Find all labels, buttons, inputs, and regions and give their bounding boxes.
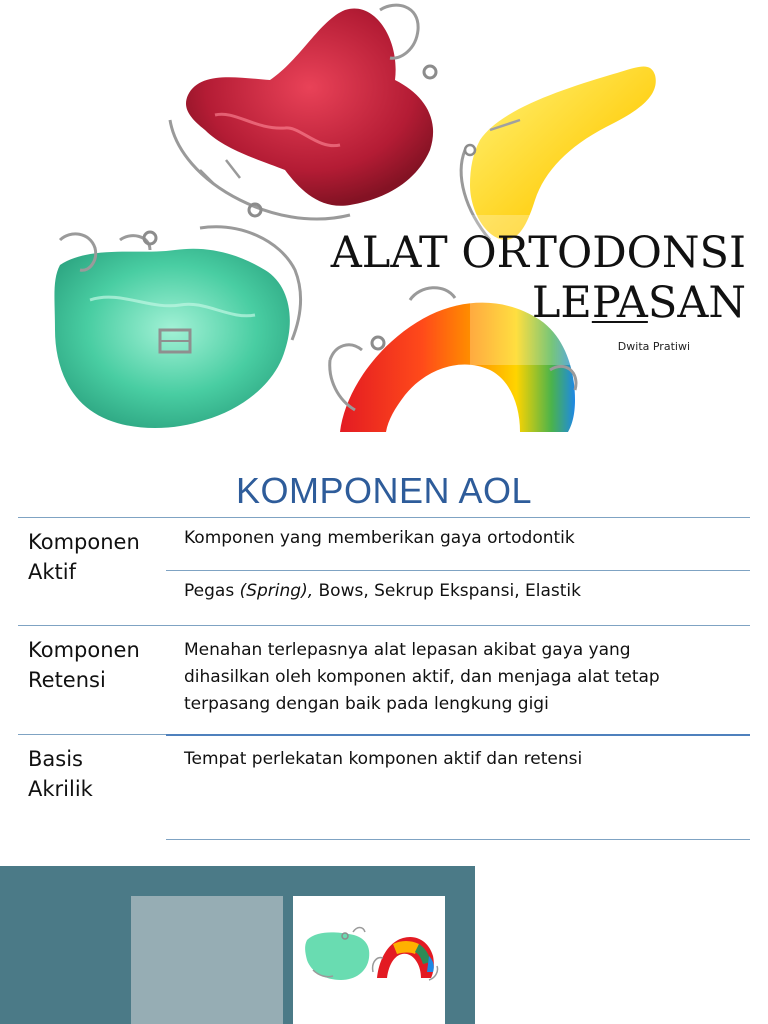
desc-line: terpasang dengan baik pada lengkung gigi <box>184 694 549 714</box>
appliance-thumbnail-image <box>293 896 445 1024</box>
row-separator-rule-left <box>18 734 166 735</box>
removable-orthodontic-appliances-photo <box>0 0 768 432</box>
row-label-line: Komponen <box>28 530 140 554</box>
row-inner-rule <box>166 570 750 571</box>
row-label-line: Retensi <box>28 668 106 692</box>
row-label-basis <box>28 744 93 804</box>
desc-line: dihasilkan oleh komponen aktif, dan menjaga alat tetap <box>184 667 660 687</box>
row-label-aktif <box>28 527 140 587</box>
row-separator-rule <box>18 625 750 626</box>
row-separator-rule-right <box>166 734 750 736</box>
components-slide <box>0 432 768 864</box>
table-bottom-rule <box>166 839 750 840</box>
row-desc-aktif-1: Komponen yang memberikan gaya ortodontik <box>184 528 575 548</box>
title-line-1: ALAT ORTODONSI <box>330 228 746 278</box>
row-label-line: Basis <box>28 747 83 771</box>
slide-heading: KOMPONEN AOL <box>235 470 533 511</box>
grey-placeholder-block <box>131 896 283 1024</box>
row-label-line: Komponen <box>28 638 140 662</box>
author-name: Dwita Pratiwi <box>617 340 690 353</box>
desc-italic-text: (Spring), <box>239 581 314 601</box>
title-line-2-part-a: LE <box>531 278 592 328</box>
table-top-rule <box>18 517 750 518</box>
desc-text: Pegas <box>184 581 240 601</box>
row-label-retensi <box>28 635 140 695</box>
third-slide-preview <box>0 866 475 1024</box>
title-line-2-underlined: PA <box>591 278 648 328</box>
row-desc-retensi <box>184 637 754 718</box>
row-desc-aktif-2 <box>184 578 754 605</box>
row-label-line: Aktif <box>28 560 76 584</box>
slide-title <box>331 228 746 328</box>
desc-text: Bows, Sekrup Ekspansi, Elastik <box>313 581 581 601</box>
title-slide <box>0 0 768 432</box>
appliance-thumbnail-icon <box>293 896 445 1024</box>
desc-line: Menahan terlepasnya alat lepasan akibat gaya yang <box>184 640 631 660</box>
title-line-2 <box>331 278 746 328</box>
row-label-line: Akrilik <box>28 777 93 801</box>
row-desc-basis: Tempat perlekatan komponen aktif dan retensi <box>184 749 583 769</box>
title-line-2-part-c: SAN <box>647 278 746 328</box>
